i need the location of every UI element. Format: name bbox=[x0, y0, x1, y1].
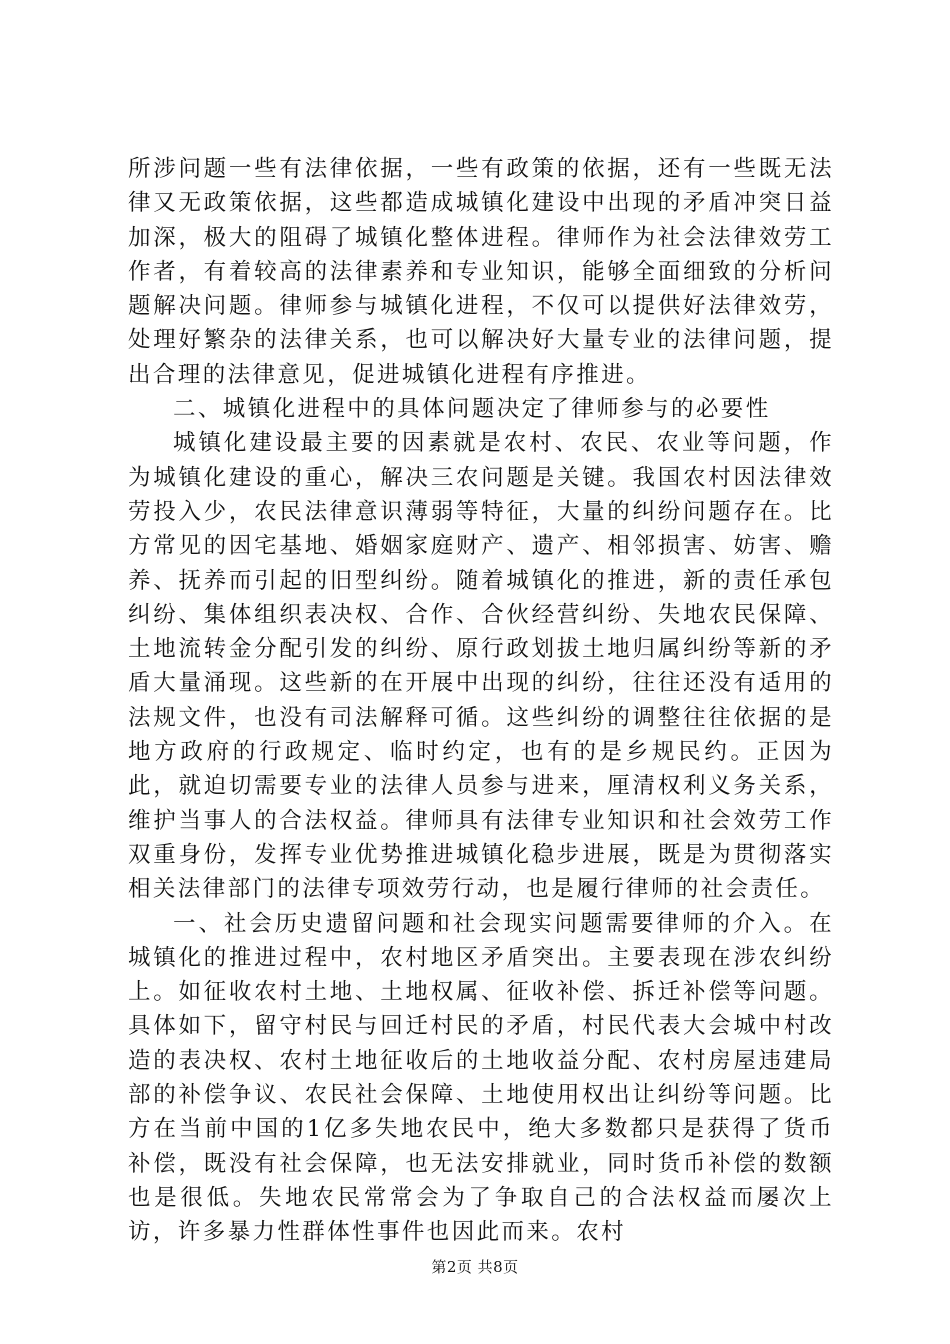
paragraph-continued: 所涉问题一些有法律依据，一些有政策的依据，还有一些既无法律又无政策依据，这些都造成城镇化建设中出现的矛盾冲突日益加深，极大的阻碍了城镇化整体进程。律师作为社会法律效劳工作者，有着较高的法律素养和专业知识，能够全面细致的分析问题解决问题。律师参与城镇化进程，不仅可以提供好法律效劳，处理好繁杂的法律关系，也可以解决好大量专业的法律问题，提出合理的法律意见，促进城镇化进程有序推进。 bbox=[128, 156, 834, 388]
paragraph: 城镇化建设最主要的因素就是农村、农民、农业等问题，作为城镇化建设的重心，解决三农问题是关键。我国农村因法律效劳投入少，农民法律意识薄弱等特征，大量的纠纷问题存在。比方常见的因宅基地、婚姻家庭财产、遗产、相邻损害、妨害、赡养、抚养而引起的旧型纠纷。随着城镇化的推进，新的责任承包纠纷、集体组织表决权、合作、合伙经营纠纷、失地农民保障、土地流转金分配引发的纠纷、原行政划拔土地归属纠纷等新的矛盾大量涌现。这些新的在开展中出现的纠纷，往往还没有适用的法规文件，也没有司法解释可循。这些纠纷的调整往往依据的是地方政府的行政规定、临时约定，也有的是乡规民约。正因为此，就迫切需要专业的法律人员参与进来，厘清权利义务关系，维护当事人的合法权益。律师具有法律专业知识和社会效劳工作双重身份，发挥专业优势推进城镇化稳步进展，既是为贯彻落实相关法律部门的法律专项效劳行动，也是履行律师的社会责任。 bbox=[128, 430, 834, 903]
section-heading: 二、城镇化进程中的具体问题决定了律师参与的必要性 bbox=[173, 396, 771, 423]
paragraph: 一、社会历史遗留问题和社会现实问题需要律师的介入。在城镇化的推进过程中，农村地区矛盾突出。主要表现在涉农纠纷上。如征收农村土地、土地权属、征收补偿、拆迁补偿等问题。具体如下，留守村民与回迁村民的矛盾，村民代表大会城中村改造的表决权、农村土地征收后的土地收益分配、农村房屋违建局部的补偿争议、农民社会保障、土地使用权出让纠纷等问题。比方在当前中国的1亿多失地农民中，绝大多数都只是获得了货币补偿，既没有社会保障，也无法安排就业，同时货币补偿的数额也是很低。失地农民常常会为了争取自己的合法权益而屡次上访，许多暴力性群体性事件也因此而来。农村 bbox=[128, 910, 834, 1246]
document-body bbox=[128, 152, 834, 1250]
page-footer: 第2页 共8页 bbox=[431, 1258, 519, 1276]
